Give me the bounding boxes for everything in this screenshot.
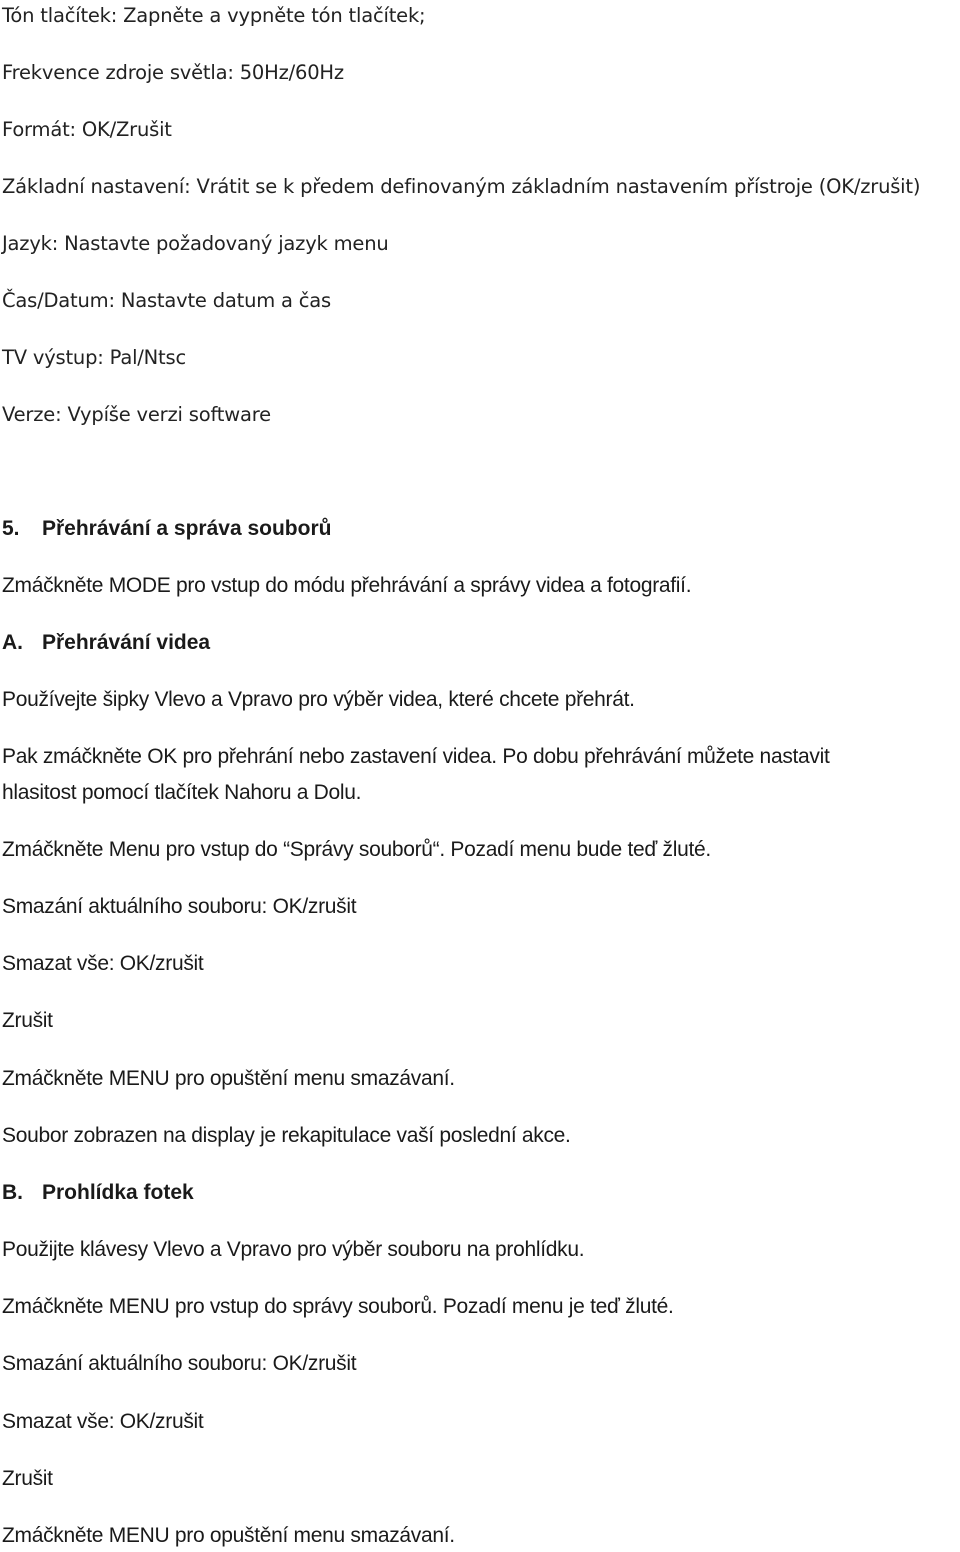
- section-a-letter: A.: [2, 631, 23, 654]
- setting-format: Formát: OK/Zrušit: [2, 118, 172, 141]
- section-a-heading: [2, 630, 210, 656]
- section-b-heading: [2, 1180, 194, 1206]
- section-a-paragraph-2-line-1: Pak zmáčkněte OK pro přehrání nebo zastavení videa. Po dobu přehrávání můžete nastavit: [2, 745, 830, 768]
- setting-tv-output: TV výstup: Pal/Ntsc: [2, 346, 186, 369]
- section-5-intro: Zmáčkněte MODE pro vstup do módu přehrávání a správy videa a fotografií.: [2, 574, 692, 597]
- section-b-paragraph-3: Smazání aktuálního souboru: OK/zrušit: [2, 1352, 357, 1375]
- section-a-paragraph-3: Zmáčkněte Menu pro vstup do “Správy souborů“. Pozadí menu bude teď žluté.: [2, 838, 711, 861]
- section-5-heading: [2, 516, 331, 542]
- section-5-number: 5.: [2, 517, 20, 540]
- section-a-paragraph-8: Soubor zobrazen na display je rekapitulace vaší poslední akce.: [2, 1124, 571, 1147]
- section-a-paragraph-5: Smazat vše: OK/zrušit: [2, 952, 204, 975]
- setting-defaults: Základní nastavení: Vrátit se k předem definovaným základním nastavením přístroje (OK/zrušit): [2, 175, 921, 198]
- section-b-paragraph-5: Zrušit: [2, 1467, 53, 1490]
- section-a-title: Přehrávání videa: [42, 631, 211, 654]
- section-a-paragraph-4: Smazání aktuálního souboru: OK/zrušit: [2, 895, 357, 918]
- section-a-paragraph-2-line-2: hlasitost pomocí tlačítek Nahoru a Dolu.: [2, 781, 362, 804]
- section-a-paragraph-1: Používejte šipky Vlevo a Vpravo pro výběr videa, které chcete přehrát.: [2, 688, 635, 711]
- section-b-letter: B.: [2, 1181, 23, 1204]
- section-5-title: Přehrávání a správa souborů: [42, 517, 332, 540]
- section-a-paragraph-6: Zrušit: [2, 1009, 53, 1032]
- setting-datetime: Čas/Datum: Nastavte datum a čas: [2, 289, 332, 312]
- setting-tone: Tón tlačítek: Zapněte a vypněte tón tlačítek;: [2, 4, 426, 27]
- section-a-paragraph-7: Zmáčkněte MENU pro opuštění menu smazávaní.: [2, 1067, 455, 1090]
- setting-frequency: Frekvence zdroje světla: 50Hz/60Hz: [2, 61, 344, 84]
- section-b-paragraph-4: Smazat vše: OK/zrušit: [2, 1410, 204, 1433]
- section-b-paragraph-1: Použijte klávesy Vlevo a Vpravo pro výběr souboru na prohlídku.: [2, 1238, 585, 1261]
- setting-language: Jazyk: Nastavte požadovaný jazyk menu: [2, 232, 389, 255]
- section-b-paragraph-6: Zmáčkněte MENU pro opuštění menu smazávaní.: [2, 1524, 455, 1547]
- section-b-paragraph-2: Zmáčkněte MENU pro vstup do správy souborů. Pozadí menu je teď žluté.: [2, 1295, 674, 1318]
- setting-version: Verze: Vypíše verzi software: [2, 403, 271, 426]
- section-b-title: Prohlídka fotek: [42, 1181, 194, 1204]
